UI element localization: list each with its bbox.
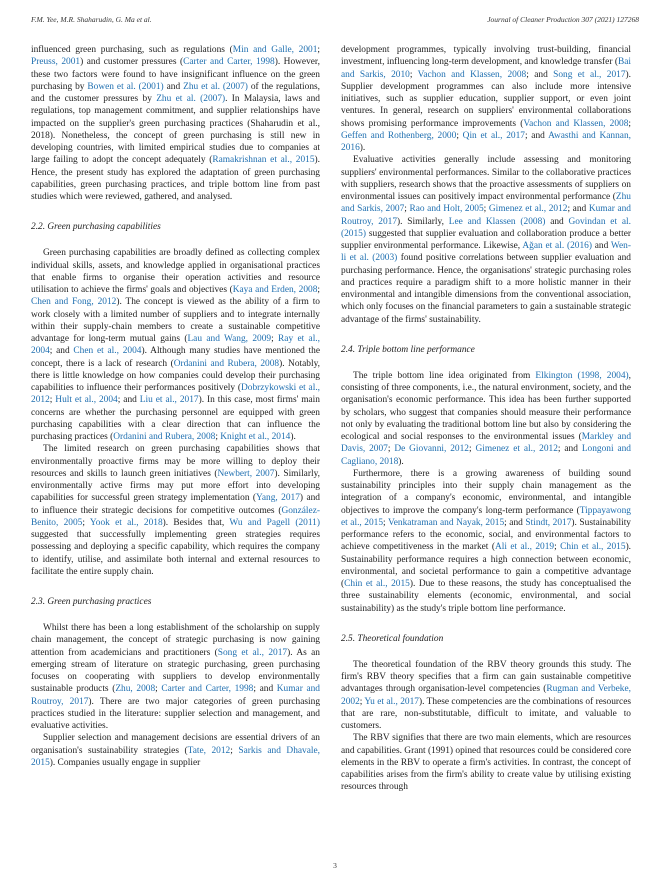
text-run: ). Notably, there is little knowledge on how companies could develop their purchasing capabilities to influence their performances positively ( xyxy=(31,358,320,393)
text-run: ; xyxy=(49,395,56,406)
text-run: ). These competencies are the combinations of resources that are rare, non-substitutable, difficult to imitate, and valuable to customers. xyxy=(341,696,632,731)
paragraph xyxy=(31,622,320,732)
citation-link[interactable]: Zhu et al. (2007) xyxy=(183,81,248,92)
citation-link[interactable]: Stindt, 2017 xyxy=(525,517,572,528)
text-run: ; xyxy=(628,118,631,129)
text-run: suggested that supplier evaluation and collaboration produce a better supplier environmental performance. Likewise, xyxy=(341,228,631,251)
running-header xyxy=(31,15,639,27)
paragraph xyxy=(341,468,631,615)
text-run: development programmes, typically involving trust-building, financial investment, influencing long-term development, and knowledge transfer ( xyxy=(341,45,631,68)
text-run: ). The concept is viewed as the ability of a firm to work closely with a limited number of suppliers and to integrate internally within their supply-chain members to create a sustainable competitive advantage for long-term mutual gains ( xyxy=(31,297,320,344)
text-run: ; xyxy=(215,432,221,442)
paragraph xyxy=(341,154,631,326)
text-run: Whilst there has been a long establishment of the scholarship on supply chain management, the concept of strategic purchasing is now gaining attention from academicians and practitioners ( xyxy=(31,623,320,658)
text-run: ; and xyxy=(557,444,582,455)
citation-link[interactable]: De Giovanni, 2012 xyxy=(394,444,469,455)
right-column xyxy=(341,44,631,794)
text-run: ; and xyxy=(567,204,589,215)
citation-link[interactable]: Govindan et al. (2015) xyxy=(341,216,631,239)
text-run: ). Sustainability performance requires a high connection between economic, environmental, and societal performance to gain a competitive advantage ( xyxy=(341,542,632,589)
header-authors: F.M. Yee, M.R. Shaharudin, G. Ma et al. xyxy=(31,15,152,24)
citation-link[interactable]: Knight et al., 2014 xyxy=(220,432,291,442)
citation-link[interactable]: Ordanini and Rubera, 2008 xyxy=(173,358,280,369)
text-run: ; xyxy=(483,204,489,215)
section-heading-2-4: 2.4. Triple bottom line performance xyxy=(341,344,475,355)
text-run: The limited research on green purchasing capabilities shows that environmentally proactive firms may be more willing to deploy their resources and skills to launch green initiatives ( xyxy=(31,444,320,479)
citation-link[interactable]: Ramakrishnan et al., 2015 xyxy=(212,155,315,166)
citation-link[interactable]: Zhu and Sarkis, 2007 xyxy=(341,192,631,215)
citation-link[interactable]: Song et al., 2017 xyxy=(553,69,626,80)
text-run: ; xyxy=(317,45,320,55)
text-run: ). Besides that, xyxy=(162,517,230,528)
citation-link[interactable]: González-Benito, 2005 xyxy=(31,505,320,528)
text-run: ). xyxy=(290,432,296,442)
text-run: Green purchasing capabilities are broadly defined as collecting complex individual skills, assets, and knowledge applied in organisational practices that enable firms to organise their operation activities and resource utilisation to achieve the firms' goals and objectives ( xyxy=(31,248,320,295)
text-run: of the regulations, and the customer pressures by xyxy=(31,81,320,104)
text-run: ). Sustainability performance refers to the economic, social, and environmental factors to achieve competitiveness in the market ( xyxy=(341,517,631,553)
citation-link[interactable]: Venkatraman and Nayak, 2015 xyxy=(388,517,505,528)
text-run: The triple bottom line idea originated from xyxy=(353,370,536,381)
text-run: Furthermore, there is a growing awareness of building sound sustainability principles into their supply chain management as the integration of a company's economic, environmental, and intangible objectives to improve the company's long-term performance ( xyxy=(341,468,631,516)
header-journal: Journal of Cleaner Production 307 (2021) 127268 xyxy=(487,15,639,24)
citation-link[interactable]: Vachon and Klassen, 2008 xyxy=(417,69,527,80)
citation-link[interactable]: Min and Galle, 2001 xyxy=(232,45,318,55)
citation-link[interactable]: Lee and Klassen (2008) xyxy=(448,216,546,227)
section-heading-2-3: 2.3. Green purchasing practices xyxy=(31,597,152,607)
citation-link[interactable]: Ray et al., 2004 xyxy=(31,334,320,357)
text-run: ). Companies usually engage in supplier xyxy=(49,757,201,768)
citation-link[interactable]: Tippayawong et al., 2015 xyxy=(341,505,631,528)
text-run: Supplier selection and management decisions are essential drivers of an organisation's sustainability strategies ( xyxy=(31,733,320,756)
citation-link[interactable]: Dobrzykowski et al., 2012 xyxy=(31,383,321,406)
text-run: ; xyxy=(317,285,321,295)
text-run: ). Due to these reasons, the study has conceptualised the three sustainability elements (economic, environmental, and social sustainability) as the study's triple bottom line performance. xyxy=(341,579,632,614)
text-run: and xyxy=(545,216,569,227)
text-run: ; and xyxy=(504,517,526,528)
citation-link[interactable]: Zhu, 2008 xyxy=(115,684,156,695)
text-run: ; xyxy=(383,517,389,528)
citation-link[interactable]: Carter and Carter, 1998 xyxy=(183,57,275,68)
paragraph xyxy=(31,443,320,578)
paragraph xyxy=(31,44,320,203)
text-run: ). Similarly, environmentally active firms may put more effort into developing capabilities for successful green strategy implementation ( xyxy=(31,468,320,504)
text-run: ; xyxy=(155,684,162,695)
text-run: ; and xyxy=(49,346,74,357)
citation-link[interactable]: Ağan et al. (2016) xyxy=(522,241,592,251)
text-run: ) and to influence their strategic decisions for competitive outcomes ( xyxy=(31,493,320,516)
text-run: ; xyxy=(404,204,410,215)
text-run: The RBV signifies that there are two main elements, which are resources and capabilities. Grant (1991) opined that resources could be considered core elements in the RBV to operate a firm's activities. In contrast, the concept of capabilities arises from the firm's ability to create value by utilising existing resources through xyxy=(341,733,631,793)
citation-link[interactable]: Wu and Pagell (2011) xyxy=(229,517,320,528)
citation-link[interactable]: Longoni and Cagliano, 2018 xyxy=(341,444,631,467)
text-run: ). Although many studies have mentioned the concept, there is a lack of research ( xyxy=(31,346,320,369)
citation-link[interactable]: Ordanini and Rubera, 2008 xyxy=(113,432,216,442)
text-run: ). Hence, the present study has explored the adaptation of green purchasing capabilities, green purchasing practices, and triple bottom line from past studies which were reviewed, gathered, and analysed. xyxy=(31,155,320,202)
citation-link[interactable]: Song et al., 2017 xyxy=(217,647,288,658)
text-run: ). As an emerging stream of literature on strategic purchasing, green purchasing focuses on cooperating with suppliers to develop environmentally sustainable products ( xyxy=(31,647,320,695)
text-run: ; xyxy=(230,745,239,756)
text-run: The theoretical foundation of the RBV theory grounds this study. The firm's RBV theory specifies that a firm can gain sustainable competitive advantages through organisation-level competencies ( xyxy=(341,659,631,695)
text-run: ; xyxy=(469,444,476,455)
citation-link[interactable]: Yang, 2017 xyxy=(256,493,300,504)
citation-link[interactable]: Gimenez et al., 2012 xyxy=(475,444,558,455)
paragraph xyxy=(341,732,631,793)
citation-link[interactable]: Kaya and Erden, 2008 xyxy=(232,285,318,295)
text-run: and xyxy=(163,81,184,92)
text-run: found positive correlations between supplier evaluation and purchasing performance. Hence, the organisations' strategic purchasing roles and practices require a paradigm shift to a more holistic manner in their environmental and intangible dimensions from the conventional association, which only focuses on the financial parameters to gain a sustainable strategic advantage of the firms' sustainability. xyxy=(341,253,631,325)
text-run: ; xyxy=(409,69,418,80)
text-run: influenced green purchasing, such as regulations ( xyxy=(31,45,233,55)
text-run: ). There are two major categories of green purchasing practices studied in the literature: supplier selection and management, and evaluative activities. xyxy=(31,696,321,731)
citation-link[interactable]: Chen et al., 2004 xyxy=(73,346,142,357)
section-heading-2-2: 2.2. Green purchasing capabilities xyxy=(31,222,161,233)
citation-link[interactable]: Tate, 2012 xyxy=(187,745,231,756)
citation-link[interactable]: Bowen et al. (2001) xyxy=(87,81,164,92)
citation-link[interactable]: Rao and Holt, 2005 xyxy=(409,204,484,215)
citation-link[interactable]: Ali et al., 2019 xyxy=(494,542,555,553)
paragraph xyxy=(341,659,631,733)
text-run: ; xyxy=(554,542,561,553)
citation-link[interactable]: Vachon and Klassen, 2008 xyxy=(523,118,629,129)
text-run: ; and xyxy=(117,395,140,406)
citation-link[interactable]: Lau and Wang, 2009 xyxy=(187,334,272,344)
citation-link[interactable]: Kumar and Routroy, 2017 xyxy=(31,684,320,707)
citation-link[interactable]: Newbert, 2007 xyxy=(217,468,275,479)
text-run: , consisting of three components, i.e., the natural environment, society, and the organisation's economic performance. This idea has been further supported by scholars, who suggest that companies should measure their performance not only by evaluating the traditional bottom line but also by considering the ecological and social responses to the environmental issues ( xyxy=(341,370,631,442)
paragraph xyxy=(341,44,631,154)
citation-link[interactable]: Sarkis and Dhavale, 2015 xyxy=(31,745,320,768)
text-run: ; xyxy=(456,130,463,141)
citation-link[interactable]: Carter and Carter, 1998 xyxy=(161,684,254,695)
text-run: ). Similarly, xyxy=(397,216,449,227)
text-run: Evaluative activities generally include assessing and monitoring suppliers' environmental performances. Similar to the collaborative practices with suppliers, research shows that the proactive assessments of suppliers on environmental issues can positively impact environmental performance ( xyxy=(341,155,631,202)
text-run: ) and customer pressures ( xyxy=(80,57,184,68)
citation-link[interactable]: Yook et al., 2018 xyxy=(89,517,163,528)
paragraph xyxy=(31,732,320,769)
citation-link[interactable]: Bai and Sarkis, 2010 xyxy=(341,57,631,80)
citation-link[interactable]: Kumar and Routroy, 2017 xyxy=(341,204,631,227)
citation-link[interactable]: Elkington (1998, 2004) xyxy=(535,370,629,381)
text-run: ; xyxy=(82,517,90,528)
citation-link[interactable]: Rugman and Verbeke, 2002 xyxy=(341,684,631,707)
citation-link[interactable]: Chin et al., 2015 xyxy=(560,542,626,553)
paragraph xyxy=(341,370,631,468)
citation-link[interactable]: Chin et al., 2015 xyxy=(344,579,410,589)
citation-link[interactable]: Wen-li et al. (2003) xyxy=(341,241,631,264)
text-run: ; xyxy=(271,334,279,344)
citation-link[interactable]: Zhu et al. (2007) xyxy=(156,94,226,104)
citation-link[interactable]: Liu et al., 2017 xyxy=(139,395,199,406)
text-run: ). xyxy=(359,143,366,153)
citation-link[interactable]: Qin et al., 2017 xyxy=(462,130,525,141)
text-run: ; and xyxy=(253,684,277,695)
citation-link[interactable]: Geffen and Rothenberg, 2000 xyxy=(341,130,457,141)
page-number: 3 xyxy=(333,861,337,870)
citation-link[interactable]: Hult et al., 2004 xyxy=(55,395,118,406)
text-run: ; xyxy=(387,444,395,455)
paragraph xyxy=(31,247,320,443)
text-run: ). However, these two factors were found to have insignificant influence on the green purchasing by xyxy=(31,57,321,92)
text-run: suggested that successfully implementing green strategies requires possessing and deploying a specific capability, which requires the company to identify, utilise, and assimilate both internal and external resources to facilitate the entire supply chain. xyxy=(31,530,320,577)
text-run: ; and xyxy=(526,69,554,80)
text-run: ). xyxy=(398,456,404,467)
text-run: . In Malaysia, laws and regulations, top management commitment, and supplier relationships have impacted on the supplier's green purchasing practices (Shaharudin et al., 2018). Nonetheless, the concept of green purchasing is still new in developing countries, with limited empirical studies due to companies at large failing to adopt the concept adequately ( xyxy=(31,94,320,166)
citation-link[interactable]: Markley and Davis, 2007 xyxy=(341,432,632,455)
citation-link[interactable]: Chen and Fong, 2012 xyxy=(31,297,117,308)
citation-link[interactable]: Preuss, 2001 xyxy=(31,57,81,68)
citation-link[interactable]: Gimenez et al., 2012 xyxy=(488,204,568,215)
section-heading-2-5: 2.5. Theoretical foundation xyxy=(341,633,444,644)
citation-link[interactable]: Awasthi and Kannan, 2016 xyxy=(341,130,631,153)
text-run: ; and xyxy=(524,130,549,141)
text-run: ). In this case, most firms' main concerns are whether the purchasing personnel are equipped with green purchasing capabilities with a clear direction that can influence the purchasing practices ( xyxy=(31,395,320,442)
citation-link[interactable]: Yu et al., 2017 xyxy=(364,696,419,707)
text-run: ). Supplier development programmes can also include more intensive initiatives, such as supplier education, supplier support, or even joint ventures. In general, research on suppliers' environmental collaborations shows promising performance improvements ( xyxy=(341,69,631,129)
left-column xyxy=(31,44,320,769)
text-run: ; xyxy=(359,696,365,707)
text-run: and xyxy=(591,241,611,251)
